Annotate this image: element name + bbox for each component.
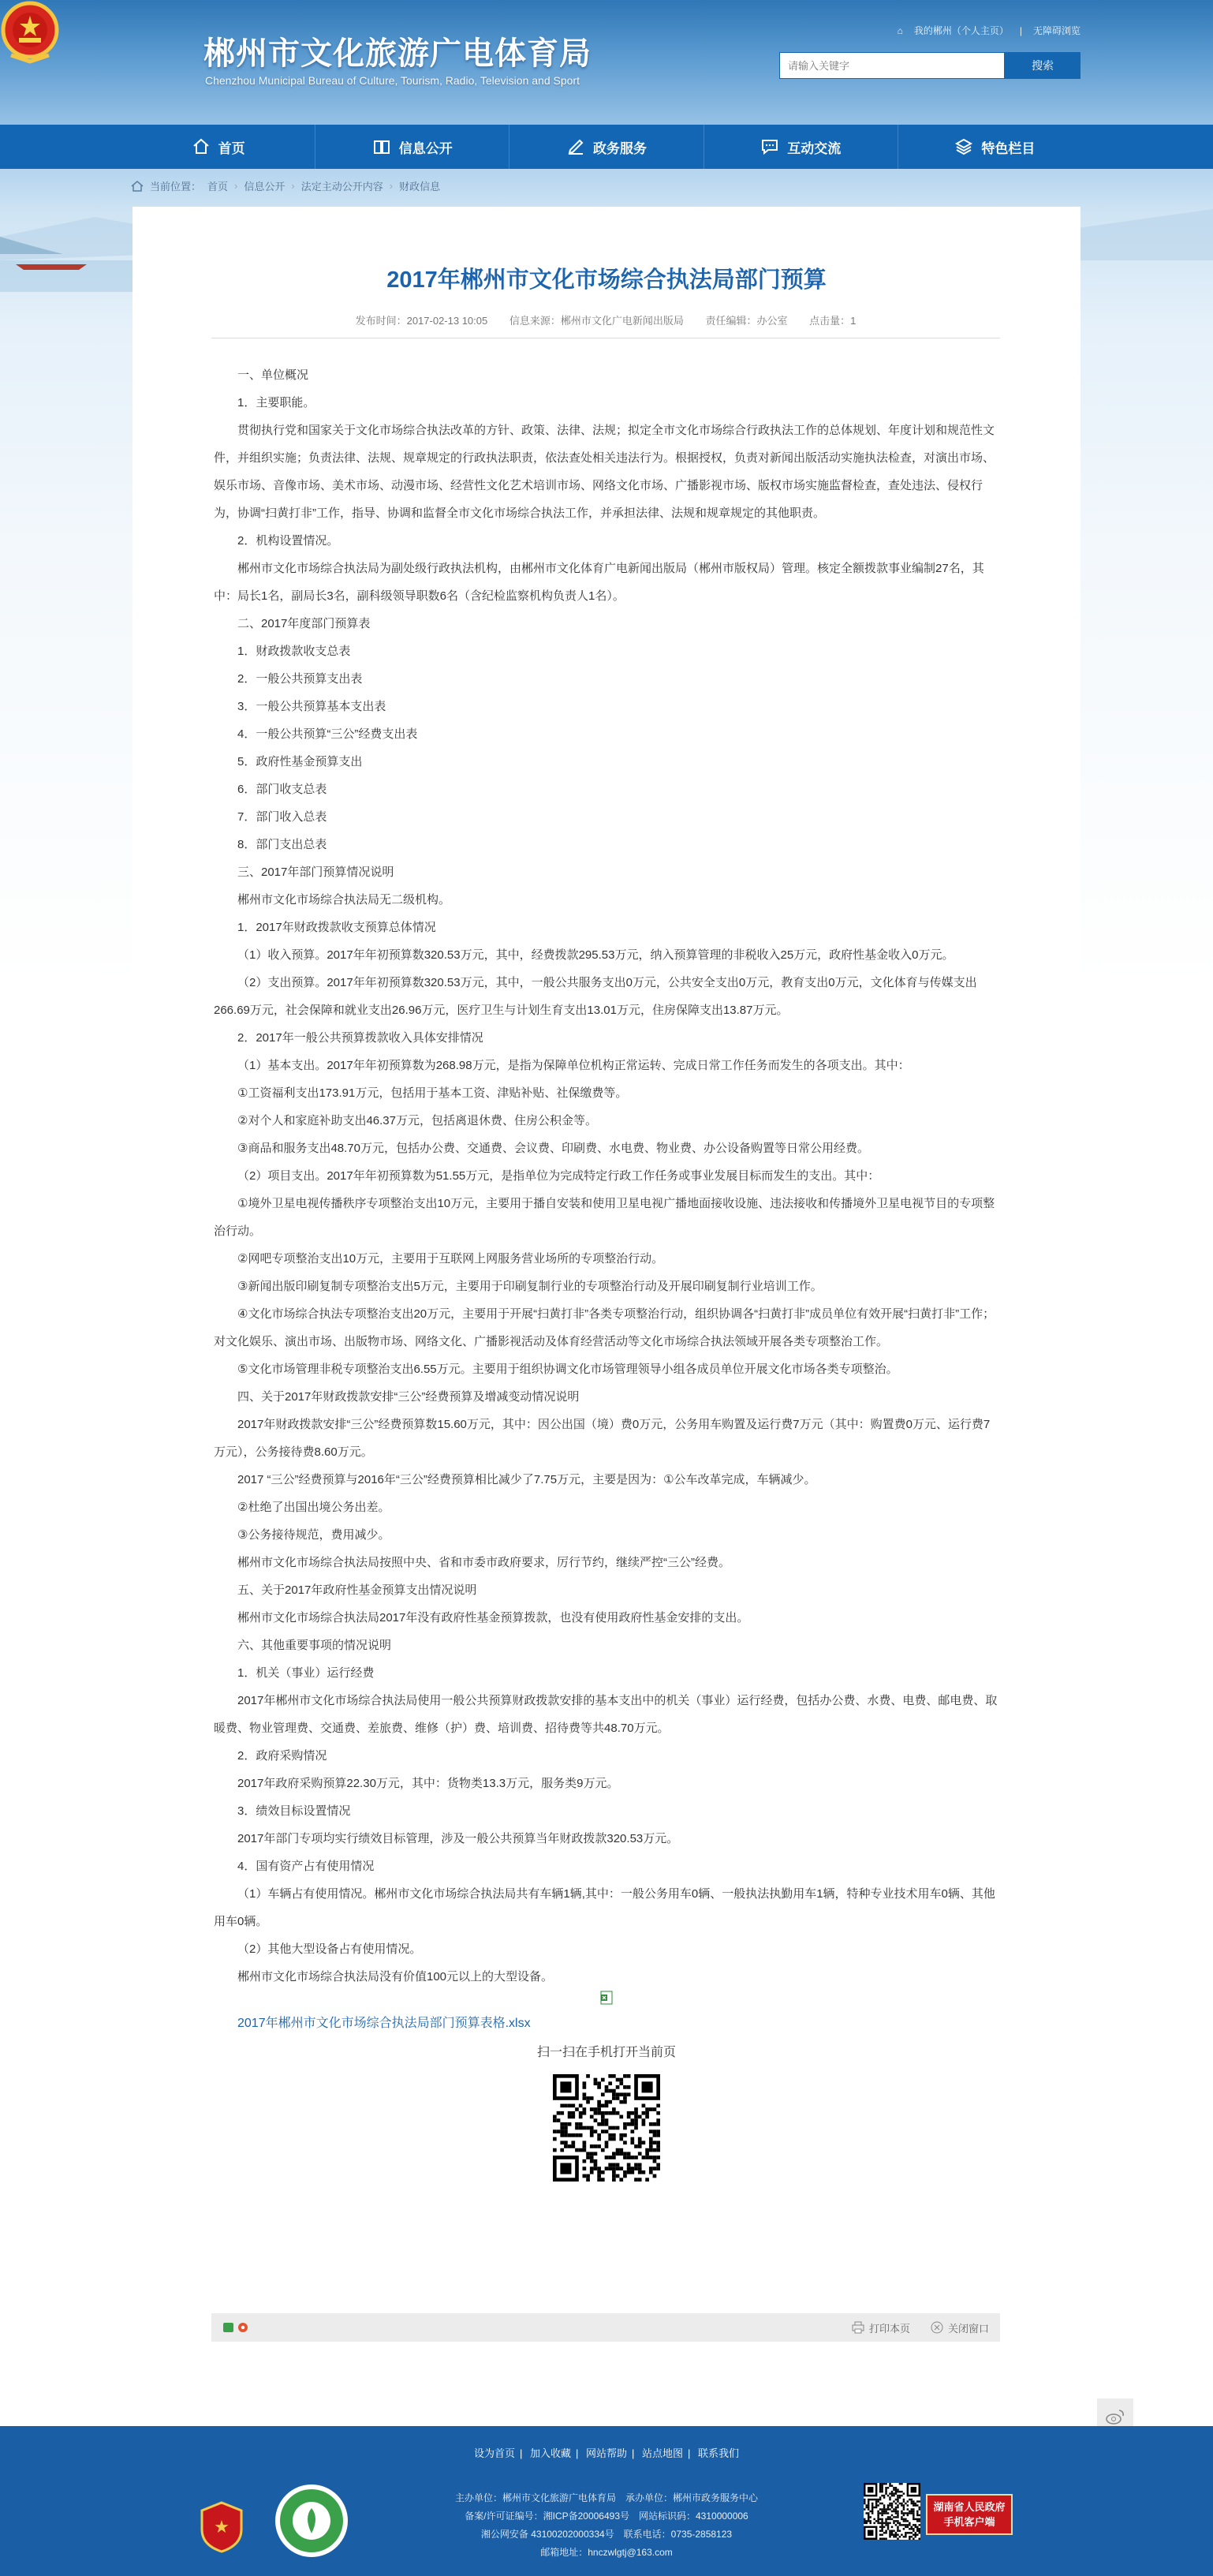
article-paragraph: 2017年财政拨款安排“三公”经费预算数15.60万元，其中：因公出国（境）费0万元，公务用车购置及运行费7万元（其中：购置费0万元、运行费7万元），公务接待费8.60万元。 [214, 1418, 991, 1459]
nav-interaction[interactable] [704, 125, 898, 169]
article-paragraph: 1．机关（事业）运行经费 [237, 1666, 375, 1680]
edit-icon [566, 137, 585, 156]
footer-link-favorite[interactable]: 加入收藏 [529, 2447, 571, 2459]
breadcrumb-info-public[interactable]: 信息公开 [244, 181, 286, 193]
article-paragraph: 四、关于2017年财政拨款安排“三公”经费预算及增减变动情况说明 [237, 1390, 580, 1404]
article-paragraph: 二、2017年度部门预算表 [237, 617, 371, 630]
search-input[interactable] [779, 52, 1005, 79]
footer-email: 邮箱地址：hnczwlgtj@163.com [540, 2547, 673, 2558]
nav-gov-service[interactable] [509, 125, 704, 169]
info-source: 信息来源：郴州市文化广电新闻出版局 [509, 315, 684, 327]
article-paragraph: ④文化市场综合执法专项整治支出20万元，主要用于开展“扫黄打非”各类专项整治行动，组织协调各“扫黄打非”成员单位有效开展“扫黄打非”工作；对文化娱乐、演出市场、出版物市场、网络文化、广播影视活动及体育经营活动等文化市场综合执法领域开展各类专项整治工作。 [214, 1307, 995, 1348]
excel-file-icon [599, 1991, 614, 2005]
article-paragraph: （2）支出预算。2017年年初预算数320.53万元，其中，一般公共服务支出0万元，公共安全支出0万元，教育支出0万元，文化体育与传媒支出266.69万元，社会保障和就业支出26.96万元，医疗卫生与计划生育支出13.01万元，住房保障支出13.87万元。 [214, 976, 977, 1017]
article-paragraph: （1）车辆占有使用情况。郴州市文化市场综合执法局共有车辆1辆,其中：一般公务用车0辆、一般执法执勤用车1辆，特种专业技术用车0辆、其他用车0辆。 [214, 1887, 995, 1928]
article-toolbar [211, 2313, 1000, 2342]
article-paragraph: 3．一般公共预算基本支出表 [237, 700, 386, 713]
national-emblem-icon [0, 0, 60, 65]
nav-home[interactable] [121, 125, 315, 169]
article-paragraph: ②对个人和家庭补助支出46.37万元，包括离退休费、住房公积金等。 [237, 1114, 597, 1127]
footer-link-homepage[interactable]: 设为首页 [473, 2447, 515, 2459]
article-paragraph: 2017年郴州市文化市场综合执法局使用一般公共预算财政拨款安排的基本支出中的机关（事业）运行经费，包括办公费、水费、电费、邮电费、取暖费、物业管理费、交通费、差旅费、维修（护）费、培训费、招待费等共48.70万元。 [214, 1694, 998, 1735]
gov-badge-line1: 湖南省人民政府 [933, 2501, 1006, 2513]
article-paragraph: 郴州市文化市场综合执法局2017年没有政府性基金预算拨款，也没有使用政府性基金安排的支出。 [237, 1611, 749, 1624]
breadcrumb: 当前位置： 首页 › 信息公开 › 法定主动公开内容 › 财政信息 [131, 178, 440, 193]
article-paragraph: 郴州市文化市场综合执法局无二级机构。 [237, 893, 451, 907]
editor: 责任编辑：办公室 [705, 315, 788, 327]
article-paragraph: 5．政府性基金预算支出 [237, 755, 363, 768]
article-paragraph: 2．一般公共预算支出表 [237, 672, 363, 686]
nav-gov-service-label: 政务服务 [593, 140, 647, 156]
article-paragraph: 3．绩效目标设置情况 [237, 1804, 351, 1818]
search-icon [779, 52, 792, 65]
article-paragraph: ②杜绝了出国出境公务出差。 [237, 1501, 390, 1514]
article-paragraph: （2）项目支出。2017年年初预算数为51.55万元，是指单位为完成特定行政工作任务或事业发展目标而发生的支出。其中： [237, 1169, 880, 1183]
nav-home-label: 首页 [218, 140, 245, 156]
home-small-icon[interactable]: ⌂ [897, 24, 903, 36]
top-links: ⌂ 我的郴州（个人主页） | 无障碍浏览 [897, 24, 1081, 36]
hit-count: 点击量：1 [809, 315, 857, 327]
site-subtitle: Chenzhou Municipal Bureau of Culture, Tourism, Radio, Television and Sport [205, 74, 580, 87]
close-window-button[interactable] [931, 2320, 989, 2335]
article-paragraph: 4．国有资产占有使用情况 [237, 1860, 375, 1873]
article-paragraph: 4．一般公共预算“三公”经费支出表 [237, 727, 418, 741]
article-paragraph: 6．部门收支总表 [237, 783, 327, 796]
page-qr-code [553, 2074, 660, 2182]
breadcrumb-statutory[interactable]: 法定主动公开内容 [300, 181, 383, 193]
footer-qr-code [864, 2483, 920, 2540]
publish-time: 发布时间：2017-02-13 10:05 [355, 315, 488, 327]
main-nav [0, 125, 1213, 169]
article-paragraph: ①工资福利支出173.91万元，包括用于基本工资、津贴补贴、社保缴费等。 [237, 1086, 628, 1100]
gov-badge-line2: 手机客户端 [943, 2516, 995, 2528]
qr-label: 扫一扫在手机打开当前页 [536, 2046, 676, 2059]
article-paragraph: 2017 “三公”经费预算与2016年“三公”经费预算相比减少了7.75万元，主要是因为：①公车改革完成，车辆减少。 [237, 1473, 816, 1486]
print-icon [852, 2321, 864, 2334]
nav-featured[interactable] [898, 125, 1092, 169]
article-body [214, 361, 999, 2182]
article-paragraph: 2．2017年一般公共预算拨款收入具体安排情况 [237, 1031, 483, 1045]
article-paragraph: 1．主要职能。 [237, 396, 315, 409]
article-paragraph: 郴州市文化市场综合执法局为副处级行政执法机构，由郴州市文化体育广电新闻出版局（郴州市版权局）管理。核定全额拨款事业编制27名，其中：局长1名，副局长3名，副科级领导职数6名（含纪检监察机构负责人1名）。 [214, 562, 984, 603]
weibo-icon [1105, 2408, 1125, 2425]
footer-links: 设为首页 | 加入收藏 | 网站帮助 | 站点地图 | 联系我们 [473, 2447, 740, 2459]
article-paragraph: （1）基本支出。2017年年初预算数为268.98万元，是指为保障单位机构正常运转、完成日常工作任务而发生的各项支出。其中： [237, 1059, 910, 1072]
chat-icon [760, 137, 779, 156]
article-paragraph: 2．政府采购情况 [237, 1749, 327, 1763]
breadcrumb-finance[interactable]: 财政信息 [399, 181, 441, 193]
article-paragraph: 贯彻执行党和国家关于文化市场综合执法改革的方针、政策、法律、法规；拟定全市文化市场综合行政执法工作的总体规划、年度计划和规范性文件，并组织实施；负责法律、法规、规章规定的行政执法职责，依法查处相关违法行为。根据授权，负责对新闻出版活动实施执法检查，对演出市场、娱乐市场、音像市场、美术市场、动漫市场、经营性文化艺术培训市场、网络文化市场、广播影视市场、版权市场实施监督检查，查处违法、侵权行为，协调“扫黄打非”工作，指导、协调和监督全市文化市场综合执法工作，并承担法律、法规和规章规定的其他职责。 [214, 424, 995, 520]
article-paragraph: 六、其他重要事项的情况说明 [237, 1639, 392, 1652]
search-button[interactable] [1005, 52, 1081, 79]
article-paragraph: （2）其他大型设备占有使用情况。 [237, 1942, 422, 1956]
article-paragraph: 2017年政府采购预算22.30万元，其中：货物类13.3万元，服务类9万元。 [237, 1777, 619, 1790]
footer-link-help[interactable]: 网站帮助 [585, 2447, 627, 2459]
footer-info [0, 2489, 1213, 2562]
search-button-label: 搜索 [1032, 59, 1054, 72]
svg-text:★: ★ [214, 2518, 230, 2537]
search-box [779, 52, 1081, 79]
hunan-gov-app-badge[interactable] [926, 2494, 1013, 2535]
article-paragraph: 2017年部门专项均实行绩效目标管理，涉及一般公共预算当年财政拨款320.53万元。 [237, 1832, 679, 1845]
nav-interaction-label: 互动交流 [787, 140, 842, 156]
site-title: 郴州市文化旅游广电体育局 [203, 36, 592, 71]
article-paragraph: （1）收入预算。2017年年初预算数320.53万元，其中，经费拨款295.53万元，纳入预算管理的非税收入25万元，政府性基金收入0万元。 [237, 948, 954, 962]
article-title: 2017年郴州市文化市场综合执法局部门预算 [386, 267, 827, 293]
article-paragraph: ①境外卫星电视传播秩序专项整治支出10万元，主要用于播自安装和使用卫星电视广播地面接收设施、违法接收和传播境外卫星电视节目的专项整治行动。 [214, 1197, 995, 1238]
print-button[interactable] [852, 2320, 910, 2335]
article-paragraph: 郴州市文化市场综合执法局没有价值100元以上的大型设备。 [237, 1970, 554, 1983]
footer-sponsor: 主办单位：郴州市文化旅游广电体育局 承办单位：郴州市政务服务中心 [454, 2492, 758, 2503]
nav-info-public-label: 信息公开 [398, 140, 453, 156]
footer-record: 备案/许可证编号：湘ICP备20006493号 网站标识码：4310000006 [465, 2511, 748, 2522]
article-paragraph: 1．财政拨款收支总表 [237, 645, 351, 658]
article-paragraph: ②网吧专项整治支出10万元，主要用于互联网上网服务营业场所的专项整治行动。 [237, 1252, 664, 1266]
nav-info-public[interactable] [315, 125, 509, 169]
personal-page-link[interactable]: 我的郴州（个人主页） [913, 25, 1009, 36]
article-paragraph: 7．部门收入总表 [237, 810, 327, 824]
share-icons[interactable] [222, 2321, 251, 2334]
close-icon [931, 2321, 943, 2334]
accessibility-link[interactable]: 无障碍浏览 [1032, 25, 1081, 36]
footer [0, 2426, 1213, 2576]
home-icon [192, 137, 211, 156]
article-paragraph: 2．机构设置情况。 [237, 534, 339, 548]
layers-icon [954, 137, 973, 156]
book-icon [372, 137, 391, 156]
article-paragraph: ③新闻出版印刷复制专项整治支出5万元，主要用于印刷复制行业的专项整治行动及开展印刷复制行业培训工作。 [237, 1280, 823, 1293]
article-paragraph: 8．部门支出总表 [237, 838, 327, 851]
article-paragraph: 1．2017年财政拨款收支预算总体情况 [237, 921, 436, 934]
breadcrumb-home[interactable]: 首页 [207, 181, 229, 193]
article-paragraph: ③商品和服务支出48.70万元，包括办公费、交通费、会议费、印刷费、水电费、物业费、办公设备购置等日常公用经费。 [237, 1142, 869, 1155]
article-paragraph: ⑤文化市场管理非税专项整治支出6.55万元。主要用于组织协调文化市场管理领导小组各成员单位开展文化市场各类专项整治。 [237, 1363, 898, 1376]
breadcrumb-prefix: 当前位置： [150, 181, 202, 193]
attachment-link[interactable]: 2017年郴州市文化市场综合执法局部门预算表格.xlsx [237, 2017, 531, 2030]
footer-police: 湘公网安备 43100202000334号 联系电话：0735-2858123 [480, 2529, 733, 2540]
article-paragraph: 一、单位概况 [237, 368, 309, 382]
location-home-icon [131, 181, 144, 192]
footer-link-contact[interactable]: 联系我们 [698, 2447, 740, 2459]
close-label: 关闭窗口 [947, 2322, 989, 2335]
footer-link-sitemap[interactable]: 站点地图 [642, 2447, 684, 2459]
article-paragraph: 三、2017年部门预算情况说明 [237, 866, 394, 879]
article-paragraph: ③公务接待规范，费用减少。 [237, 1528, 390, 1542]
article-paragraph: 郴州市文化市场综合执法局按照中央、省和市委市政府要求，厉行节约，继续严控“三公”经费。 [237, 1556, 730, 1569]
article-card [132, 207, 1081, 2387]
nav-featured-label: 特色栏目 [981, 140, 1036, 156]
article-meta [211, 312, 1000, 327]
article-paragraph: 五、关于2017年政府性基金预算支出情况说明 [237, 1583, 477, 1597]
print-label: 打印本页 [868, 2322, 910, 2335]
